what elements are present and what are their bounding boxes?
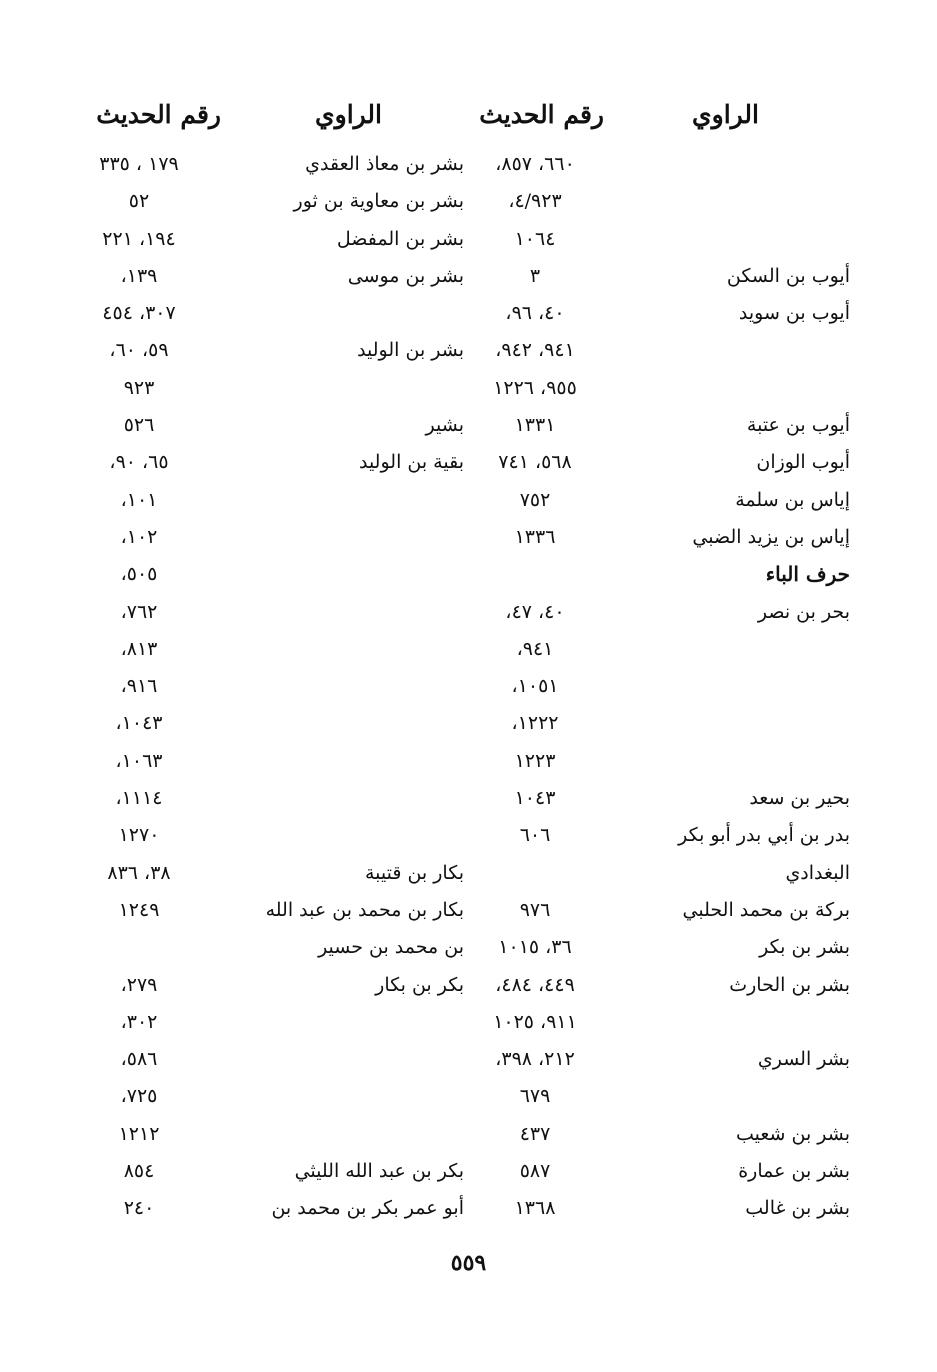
hadith-number-cell-right: ٤٤٩، ٤٨٤، — [495, 973, 575, 996]
table-row — [0, 370, 937, 407]
table-row — [0, 183, 937, 220]
table-row — [0, 705, 937, 742]
hadith-number-cell-right: ١٣٣١ — [514, 414, 556, 437]
hadith-number-cell-left: ١٣٩، — [120, 264, 158, 287]
hadith-number-cell-left: ٨٥٤ — [123, 1160, 155, 1183]
hadith-number-cell-right: ٩٤١، ٩٤٢، — [495, 339, 575, 362]
table-row — [0, 1116, 937, 1153]
hadith-number-cell-left: ١٢٧٠ — [118, 824, 160, 847]
hadith-number-cell-right: ٤٣٧ — [519, 1122, 551, 1145]
hadith-number-cell-right: ١٣٦٨ — [514, 1197, 556, 1220]
narrator-cell-left: بشير — [425, 414, 464, 437]
hadith-number-cell-right: ٥٦٨، ٧٤١ — [498, 451, 572, 474]
table-row — [0, 1041, 937, 1078]
narrator-cell-right: بحير بن سعد — [749, 787, 850, 810]
narrator-cell-right: بشر السري — [757, 1048, 850, 1071]
narrator-cell-left: بشر بن الوليد — [357, 339, 464, 362]
narrator-cell-left: بشر بن معاوية بن ثور — [293, 190, 464, 213]
table-row — [0, 668, 937, 705]
hadith-number-cell-right: ١٢٢٢، — [511, 712, 559, 735]
narrator-cell-left: أبو عمر بكر بن محمد بن — [271, 1197, 464, 1220]
hadith-number-cell-right: ١٠٦٤ — [514, 227, 556, 250]
table-row — [0, 631, 937, 668]
hadith-number-cell-right: ٩٤١، — [516, 637, 554, 660]
hadith-number-cell-right: ٩١١، ١٠٢٥ — [493, 1010, 577, 1033]
hadith-number-cell-right: ١٣٣٦ — [514, 525, 556, 548]
narrator-cell-right: بشر بن شعيب — [735, 1122, 850, 1145]
hadith-number-cell-right: ١٢٢٣ — [514, 749, 556, 772]
narrator-cell-right: البغدادي — [785, 861, 850, 884]
table-row — [0, 743, 937, 780]
hadith-number-cell-left: ١٧٩ ، ٣٣٥ — [99, 153, 179, 175]
hadith-number-cell-left: ٩١٦، — [120, 675, 158, 698]
narrator-cell-right: بحر بن نصر — [757, 600, 850, 623]
table-row — [0, 855, 937, 892]
hadith-number-cell-left: ١٠٤٣، — [115, 712, 163, 735]
narrator-cell-left: بكر بن عبد الله الليثي — [294, 1160, 464, 1183]
hadith-number-cell-right: ٧٥٢ — [519, 488, 551, 511]
header-hadith-number-right: رقم الحديث — [479, 100, 604, 129]
narrator-cell-right: أيوب الوزان — [756, 451, 850, 474]
narrator-cell-left: بشر بن معاذ العقدي — [305, 153, 464, 175]
hadith-number-cell-right: ٤/٩٢٣، — [508, 190, 562, 213]
hadith-number-cell-left: ٣٨، ٨٣٦ — [107, 861, 171, 884]
hadith-number-cell-left: ١٢١٢ — [118, 1122, 160, 1145]
narrator-cell-right: أيوب بن سويد — [738, 302, 850, 325]
table-row — [0, 444, 937, 481]
hadith-number-cell-left: ٥٩، ٦٠، — [109, 339, 169, 362]
table-row — [0, 221, 937, 258]
table-row — [0, 594, 937, 631]
narrator-cell-right: بشر بن عمارة — [738, 1160, 850, 1183]
hadith-number-cell-right: ٦٠٦ — [519, 824, 551, 847]
hadith-number-cell-left: ٧٦٢، — [120, 600, 158, 623]
hadith-number-cell-right: ٩٥٥، ١٢٢٦ — [493, 376, 577, 399]
header-narrator-right: الراوي — [692, 100, 759, 129]
table-row — [0, 817, 937, 854]
page-number: ٥٥٩ — [450, 1250, 487, 1276]
hadith-number-cell-left: ٣٠٢، — [120, 1010, 158, 1033]
narrator-cell-left: بشر بن المفضل — [336, 227, 464, 250]
table-row — [0, 892, 937, 929]
hadith-number-cell-right: ٤٠، ٩٦، — [505, 302, 565, 325]
narrator-cell-right: بشر بن غالب — [745, 1197, 850, 1220]
hadith-number-cell-left: ١٩٤، ٢٢١ — [102, 227, 176, 250]
narrator-cell-right: إياس بن يزيد الضبي — [692, 525, 850, 548]
narrator-cell-left: بشر بن موسى — [347, 264, 464, 287]
hadith-number-cell-right: ٦٧٩ — [519, 1085, 551, 1108]
table-row — [0, 332, 937, 369]
table-row — [0, 482, 937, 519]
hadith-number-cell-left: ٢٤٠ — [123, 1197, 155, 1220]
hadith-number-cell-left: ١٠٦٣، — [115, 749, 163, 772]
table-row — [0, 295, 937, 332]
narrator-cell-right: بدر بن أبي بدر أبو بكر — [678, 824, 850, 847]
hadith-number-cell-left: ٦٥، ٩٠، — [109, 451, 169, 474]
hadith-number-cell-right: ٢١٢، ٣٩٨، — [495, 1048, 575, 1071]
hadith-number-cell-right — [475, 855, 595, 892]
header-hadith-number-left: رقم الحديث — [96, 100, 221, 129]
narrator-cell-right: بشر بن الحارث — [729, 973, 850, 996]
narrator-cell-right: أيوب بن عتبة — [746, 414, 850, 437]
table-row — [0, 1190, 937, 1227]
hadith-number-cell-right: ١٠٤٣ — [514, 787, 556, 810]
header-narrator-left: الراوي — [315, 100, 382, 129]
table-row — [0, 1004, 937, 1041]
hadith-number-cell-right: ١٠٥١، — [511, 675, 559, 698]
narrator-cell-right: بركة بن محمد الحلبي — [682, 898, 850, 921]
hadith-number-cell-left: ١٢٤٩ — [118, 898, 160, 921]
hadith-number-cell-left: ٥٨٦، — [120, 1048, 158, 1071]
narrator-cell-left: بكار بن محمد بن عبد الله — [265, 898, 464, 921]
hadith-number-cell-left: ٧٢٥، — [120, 1085, 158, 1108]
table-row — [0, 780, 937, 817]
hadith-number-cell-left: ١١١٤، — [115, 787, 163, 810]
table-row — [0, 556, 937, 593]
table-row — [0, 146, 937, 183]
section-heading: حرف الباء — [765, 562, 850, 587]
table-row — [0, 929, 937, 966]
hadith-number-cell-right — [475, 556, 595, 593]
hadith-number-cell-left: ٥٢ — [128, 190, 150, 213]
hadith-number-cell-left: ٢٧٩، — [120, 973, 158, 996]
hadith-number-cell-left: ٨١٣، — [120, 637, 158, 660]
hadith-number-cell-left: ٣٠٧، ٤٥٤ — [102, 302, 176, 325]
narrator-cell-left: بكر بن بكار — [375, 973, 464, 996]
hadith-number-cell-right: ٦٦٠، ٨٥٧، — [495, 153, 575, 175]
table-row — [0, 1153, 937, 1190]
hadith-number-cell-right: ٩٧٦ — [519, 898, 551, 921]
hadith-number-cell-left: ٥٢٦ — [123, 414, 155, 437]
hadith-number-cell-left: ١٠١، — [120, 488, 158, 511]
narrator-cell-right: بشر بن بكر — [759, 936, 850, 959]
index-table — [0, 146, 937, 1228]
narrator-cell-left: بقية بن الوليد — [358, 451, 464, 474]
narrator-cell-left: بن محمد بن حسير — [318, 936, 464, 959]
hadith-number-cell-left: ١٠٢، — [120, 525, 158, 548]
hadith-number-cell-right: ٣٦، ١٠١٥ — [498, 936, 572, 959]
table-row — [0, 407, 937, 444]
narrator-cell-right: إياس بن سلمة — [735, 488, 850, 511]
hadith-number-cell-right: ٣ — [529, 264, 541, 287]
narrator-cell-left: بكار بن قتيبة — [364, 861, 464, 884]
table-row — [0, 1078, 937, 1115]
hadith-number-cell-left: ٥٠٥، — [120, 563, 158, 586]
hadith-number-cell-left — [74, 929, 204, 966]
hadith-number-cell-left: ٩٢٣ — [123, 376, 155, 399]
table-row — [0, 519, 937, 556]
table-row — [0, 258, 937, 295]
narrator-cell-right: أيوب بن السكن — [726, 264, 850, 287]
table-row — [0, 967, 937, 1004]
hadith-number-cell-right: ٥٨٧ — [519, 1160, 551, 1183]
hadith-number-cell-right: ٤٠، ٤٧، — [505, 600, 565, 623]
